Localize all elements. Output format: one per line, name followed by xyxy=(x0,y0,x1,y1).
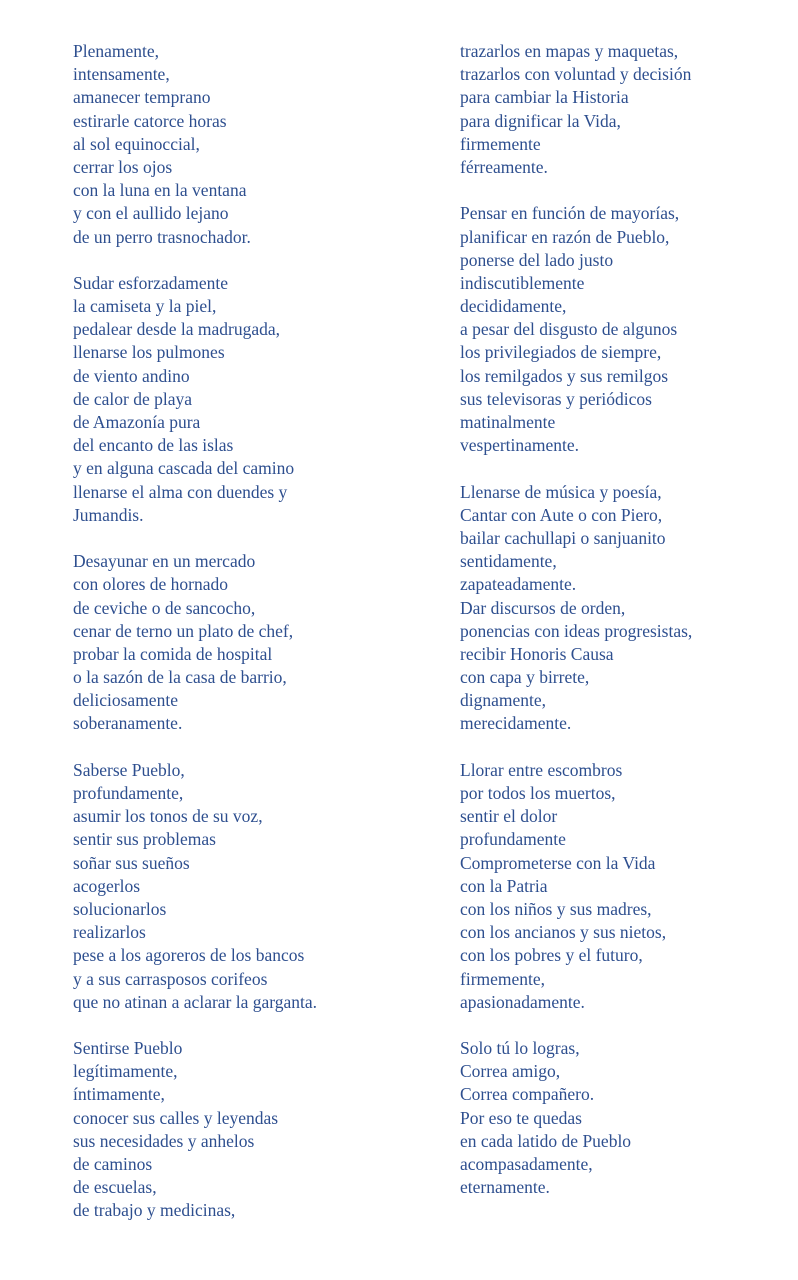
poem-line: Correa compañero. xyxy=(460,1084,595,1105)
poem-line: ponerse del lado justo xyxy=(460,249,614,270)
poem-line: estirarle catorce horas xyxy=(73,110,227,131)
poem-line: conocer sus calles y leyendas xyxy=(73,1107,279,1128)
poem-line: con los pobres y el futuro, xyxy=(460,945,643,966)
poem-line: de caminos xyxy=(73,1154,153,1174)
poem-stanza xyxy=(73,550,317,736)
poem-line: Pensar en función de mayorías, xyxy=(460,203,680,224)
poem-line: ponencias con ideas progresistas, xyxy=(460,620,693,641)
poem-line: sus necesidades y anhelos xyxy=(73,1130,255,1151)
poem-line: y a sus carrasposos corifeos xyxy=(73,968,268,989)
poem-line: Llorar entre escombros xyxy=(460,759,623,780)
poem-line: eternamente. xyxy=(460,1177,550,1198)
poem-line: por todos los muertos, xyxy=(460,783,616,803)
poem-line: Comprometerse con la Vida xyxy=(460,852,656,873)
poem-line: soñar sus sueños xyxy=(73,852,190,873)
poem-line: profundamente, xyxy=(73,783,184,803)
poem-line: dignamente, xyxy=(460,690,547,711)
poem-line: en cada latido de Pueblo xyxy=(460,1130,632,1151)
poem-line: para cambiar la Historia xyxy=(460,87,629,108)
poem-line: y en alguna cascada del camino xyxy=(73,458,295,479)
poem-line: Solo tú lo logras, xyxy=(460,1038,580,1059)
poem-line: Llenarse de música y poesía, xyxy=(460,481,662,502)
poem-line: acompasadamente, xyxy=(460,1154,593,1174)
poem-line: íntimamente, xyxy=(73,1084,165,1105)
poem-line: Por eso te quedas xyxy=(460,1107,582,1128)
poem-line: legítimamente, xyxy=(73,1061,178,1082)
poem-line: la camiseta y la piel, xyxy=(73,296,217,317)
poem-line: férreamente. xyxy=(460,156,548,177)
poem-line: de viento andino xyxy=(73,365,190,386)
poem-line: de ceviche o de sancocho, xyxy=(73,597,256,618)
poem-line: firmemente xyxy=(460,133,541,154)
poem-line: al sol equinoccial, xyxy=(73,133,200,154)
poem-line: de un perro trasnochador. xyxy=(73,226,251,247)
poem-line: los privilegiados de siempre, xyxy=(460,342,662,363)
poem-line: planificar en razón de Pueblo, xyxy=(460,226,670,247)
poem-line: indiscutiblemente xyxy=(460,272,585,293)
poem-line: probar la comida de hospital xyxy=(73,643,273,664)
poem-line: deliciosamente xyxy=(73,690,178,711)
poem-line: de trabajo y medicinas, xyxy=(73,1200,236,1221)
poem-line: sus televisoras y periódicos xyxy=(460,388,652,409)
poem-stanza xyxy=(460,759,692,1014)
poem-line: Sentirse Pueblo xyxy=(73,1038,183,1059)
poem-line: acogerlos xyxy=(73,875,141,896)
poem-line: con capa y birrete, xyxy=(460,667,590,688)
poem-stanza xyxy=(73,40,317,249)
poem-line: con la Patria xyxy=(460,875,548,896)
poem-line: de calor de playa xyxy=(73,388,193,409)
poem-line: o la sazón de la casa de barrio, xyxy=(73,667,287,688)
poem-line: Cantar con Aute o con Piero, xyxy=(460,504,663,525)
poem-line: zapateadamente. xyxy=(460,574,577,595)
poem-line: bailar cachullapi o sanjuanito xyxy=(460,527,666,548)
poem-stanza xyxy=(460,202,692,457)
poem-line: solucionarlos xyxy=(73,898,167,919)
poem-line: soberanamente. xyxy=(73,713,183,734)
poem-line: intensamente, xyxy=(73,64,170,85)
poem-line: asumir los tonos de su voz, xyxy=(73,806,263,827)
poem-line: trazarlos con voluntad y decisión xyxy=(460,64,692,85)
poem-column-left xyxy=(73,40,317,1246)
poem-line: a pesar del disgusto de algunos xyxy=(460,319,678,340)
poem-line: de Amazonía pura xyxy=(73,412,201,432)
poem-line: merecidamente. xyxy=(460,713,572,734)
poem-line: sentidamente, xyxy=(460,551,557,572)
poem-line: llenarse el alma con duendes y xyxy=(73,481,288,502)
poem-line: Sudar esforzadamente xyxy=(73,272,228,293)
poem-column-right xyxy=(460,40,692,1223)
poem-stanza xyxy=(460,40,692,179)
poem-stanza xyxy=(460,481,692,736)
poem-stanza xyxy=(73,759,317,1014)
poem-stanza xyxy=(73,272,317,527)
poem-line: trazarlos en mapas y maquetas, xyxy=(460,41,679,61)
poem-line: y con el aullido lejano xyxy=(73,203,229,224)
poem-line: con la luna en la ventana xyxy=(73,180,247,201)
poem-line: del encanto de las islas xyxy=(73,435,234,456)
poem-line: de escuelas, xyxy=(73,1177,157,1198)
poem-line: amanecer temprano xyxy=(73,87,211,108)
poem-line: que no atinan a aclarar la garganta. xyxy=(73,991,318,1012)
poem-line: Dar discursos de orden, xyxy=(460,597,626,618)
poem-line: llenarse los pulmones xyxy=(73,342,225,363)
poem-stanza xyxy=(73,1037,317,1223)
poem-line: sentir sus problemas xyxy=(73,829,216,850)
poem-line: Plenamente, xyxy=(73,41,160,61)
poem-line: para dignificar la Vida, xyxy=(460,110,621,131)
poem-line: sentir el dolor xyxy=(460,806,558,827)
poem-line: Correa amigo, xyxy=(460,1061,561,1082)
poem-line: firmemente, xyxy=(460,968,546,989)
poem-line: Jumandis. xyxy=(73,504,144,525)
poem-line: realizarlos xyxy=(73,922,146,943)
poem-line: pedalear desde la madrugada, xyxy=(73,319,280,340)
poem-line: los remilgados y sus remilgos xyxy=(460,365,669,386)
poem-line: cenar de terno un plato de chef, xyxy=(73,620,294,641)
poem-line: cerrar los ojos xyxy=(73,156,173,177)
poem-line: Desayunar en un mercado xyxy=(73,551,256,572)
poem-line: decididamente, xyxy=(460,296,567,317)
poem-line: Saberse Pueblo, xyxy=(73,759,185,780)
poem-line: con los ancianos y sus nietos, xyxy=(460,922,667,943)
poem-line: apasionadamente. xyxy=(460,991,585,1012)
poem-line: profundamente xyxy=(460,829,566,850)
poem-line: recibir Honoris Causa xyxy=(460,643,614,664)
poem-line: con olores de hornado xyxy=(73,574,229,595)
poem-line: con los niños y sus madres, xyxy=(460,898,652,919)
poem-line: vespertinamente. xyxy=(460,435,580,456)
poem-stanza xyxy=(460,1037,692,1199)
poem-line: pese a los agoreros de los bancos xyxy=(73,945,305,966)
poem-line: matinalmente xyxy=(460,412,556,432)
